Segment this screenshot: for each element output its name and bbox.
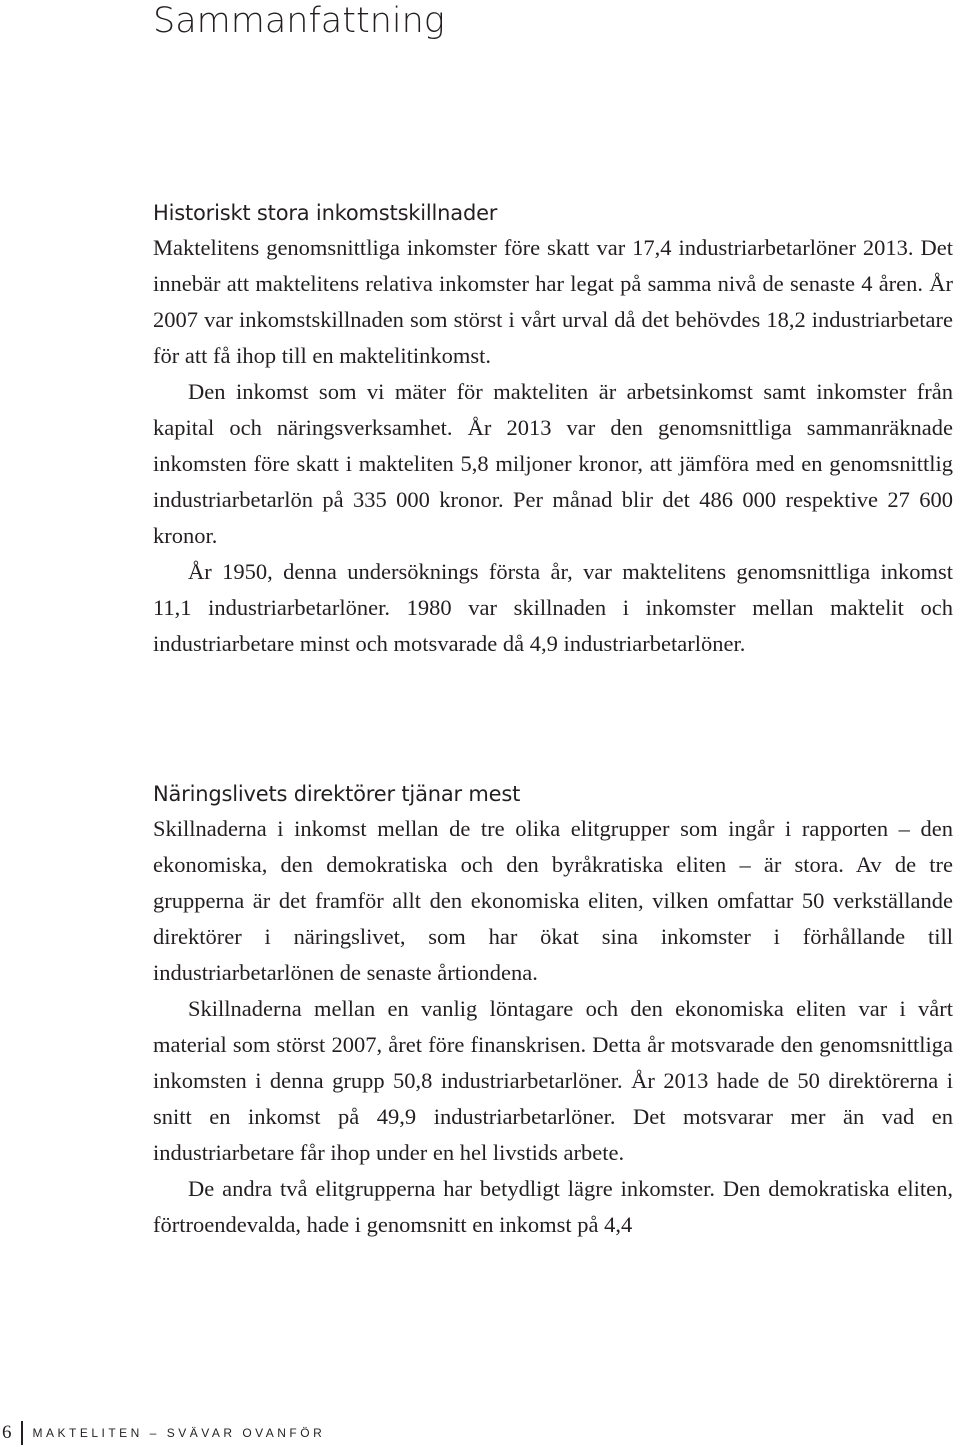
page-title: Sammanfattning [153,1,445,41]
section-heading: Näringslivets direktörer tjänar mest [153,782,521,806]
body-paragraph: Skillnaderna i inkomst mellan de tre olika elitgrupper som ingår i rapporten – den ekonomiska, den demokratiska och den byråkratiska eliten – är stora. Av de tre grupperna är det framför allt den ekonomiska eliten, vilken omfattar 50 verkställande direktörer i näringslivet, som har ökat sina inkomster i förhållande till industriarbetarlönen de senaste årtiondena. [153,816,953,985]
running-title: MAKTELITEN – SVÄVAR OVANFÖR [32,1426,326,1440]
page-footer [2,1421,325,1445]
body-paragraph: De andra två elitgrupperna har betydligt lägre inkomster. Den demokratiska eliten, förtroendevalda, hade i genomsnitt en inkomst på 4,4 [153,1176,953,1237]
body-paragraph: Skillnaderna mellan en vanlig löntagare och den ekonomiska eliten var i vårt material som störst 2007, året före finanskrisen. Detta år motsvarade den genomsnittliga inkomsten i denna grupp 50,8 industriarbetarlöner. År 2013 hade de 50 direktörerna i snitt en inkomst på 49,9 industriarbetarlöner. Det motsvarar mer än vad en industriarbetare får ihop under en hel livstids arbete. [153,996,953,1165]
body-paragraph: Maktelitens genomsnittliga inkomster före skatt var 17,4 industriarbetarlöner 2013. Det innebär att maktelitens relativa inkomster har legat på samma nivå de senaste 4 åren. År 2007 var inkomstskillnaden som störst i vårt urval då det behövdes 18,2 industriarbetare för att få ihop till en maktelitinkomst. [153,235,953,368]
section-historiskt-stora-inkomstskillnader [153,196,953,662]
body-paragraph: År 1950, denna undersöknings första år, var maktelitens genomsnittliga inkomst 11,1 industriarbetarlöner. 1980 var skillnaden i inkomster mellan maktelit och industriarbetare minst och motsvarade då 4,9 industriarbetarlöner. [153,559,953,656]
section-heading: Historiskt stora inkomstskillnader [153,201,498,225]
body-paragraph: Den inkomst som vi mäter för makteliten är arbetsinkomst samt inkomster från kapital och näringsverksamhet. År 2013 var den genomsnittliga sammanräknade inkomsten före skatt i makteliten 5,8 miljoner kronor, att jämföra med en genomsnittlig industriarbetarlön på 335 000 kronor. Per månad blir det 486 000 respektive 27 600 kronor. [153,379,953,548]
page-number: 6 [2,1422,12,1443]
section-naringslivets-direktorer [153,777,953,1243]
footer-divider [21,1421,23,1445]
